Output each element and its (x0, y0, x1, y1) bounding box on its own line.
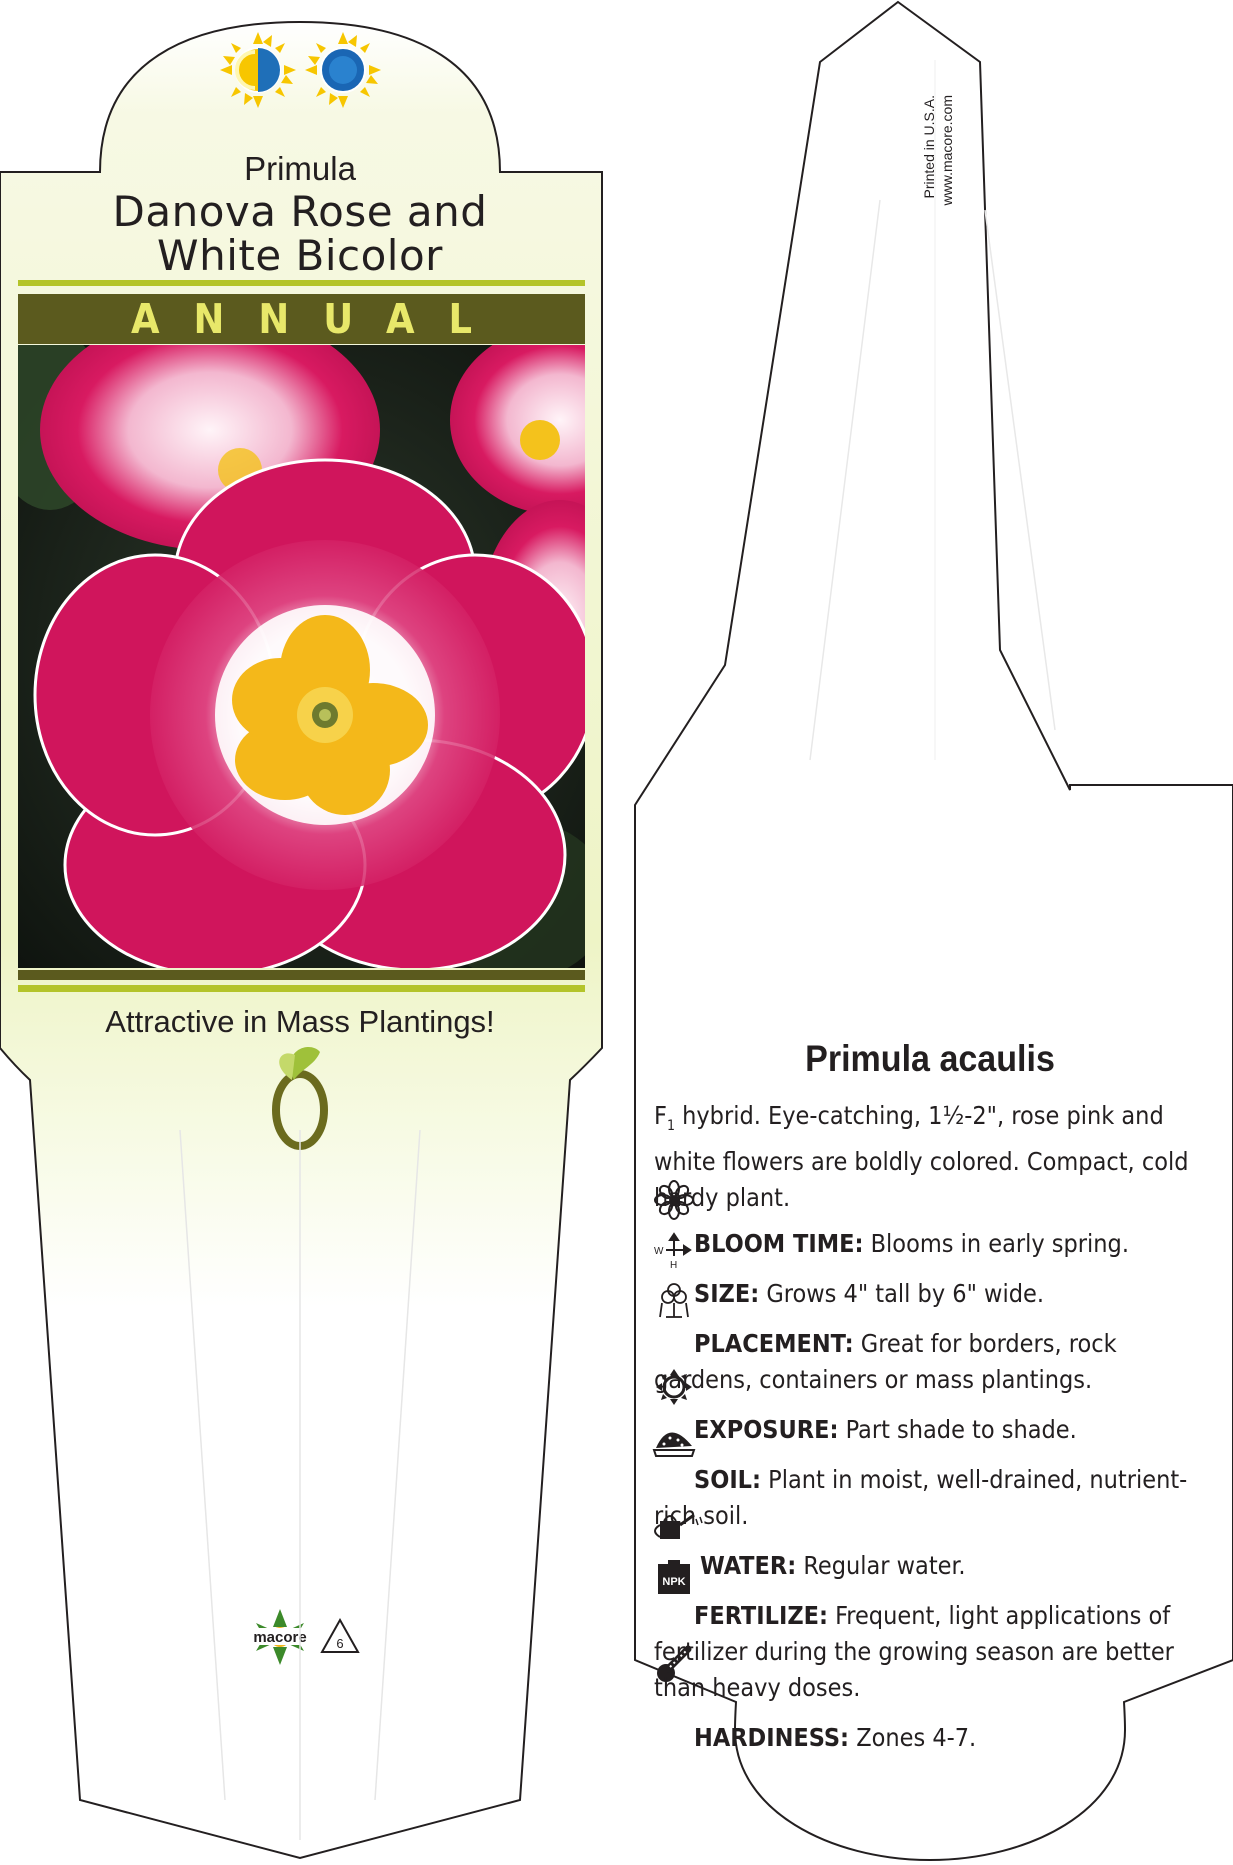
water-label: WATER: (700, 1551, 797, 1580)
water-text: Regular water. (796, 1551, 966, 1580)
front-variety-name (20, 187, 580, 280)
svg-text:H: H (670, 1260, 678, 1271)
recycle-code: 6 (336, 1636, 344, 1651)
variety-line-1: Danova Rose and (112, 187, 488, 236)
size-text: Grows 4" tall by 6" wide. (759, 1279, 1044, 1308)
fertilize-section (654, 1598, 1214, 1706)
hardiness-text: Zones 4-7. (849, 1723, 977, 1752)
fertilize-text: Frequent, light applications of fertilizer during the growing season are better than heavy doses. (654, 1601, 1174, 1702)
bloom-time-section (654, 1226, 1214, 1262)
svg-text:W: W (654, 1246, 664, 1257)
soil-section (654, 1462, 1214, 1534)
shade-icon (305, 32, 381, 108)
svg-text:NPK: NPK (662, 1576, 686, 1588)
intro-sub: 1 (666, 1118, 675, 1134)
bloom-time-text: Blooms in early spring. (863, 1229, 1129, 1258)
intro-text: hybrid. Eye-catching, 1½-2", rose pink and white flowers are boldly colored. Compact, cold hardy plant. (654, 1101, 1189, 1212)
hardiness-label: HARDINESS: (694, 1723, 850, 1752)
part-sun-icon (220, 32, 296, 108)
flower-photo (0, 310, 670, 980)
intro-paragraph (654, 1098, 1214, 1216)
svg-text:macore: macore (253, 1629, 307, 1646)
back-description (654, 1098, 1214, 1770)
water-section (654, 1548, 1214, 1584)
size-label: SIZE: (694, 1279, 760, 1308)
intro-prefix: F (654, 1101, 667, 1130)
front-tagline: Attractive in Mass Plantings! (105, 1004, 495, 1039)
annual-label: ANNUAL (130, 295, 507, 343)
size-section (654, 1276, 1214, 1312)
bloom-time-label: BLOOM TIME: (694, 1229, 864, 1258)
placement-label: PLACEMENT: (694, 1329, 854, 1358)
soil-label: SOIL: (694, 1465, 762, 1494)
printed-notice (920, 95, 956, 235)
printed-line-1: Printed in U.S.A. (921, 95, 937, 199)
exposure-section (654, 1412, 1214, 1448)
hardiness-section (654, 1720, 1214, 1756)
exposure-text: Part shade to shade. (838, 1415, 1077, 1444)
printed-line-2: www.macore.com (939, 95, 955, 206)
fertilize-label: FERTILIZE: (694, 1601, 829, 1630)
exposure-label: EXPOSURE: (694, 1415, 839, 1444)
placement-text: Great for borders, rock gardens, containers or mass plantings. (654, 1329, 1117, 1394)
back-title: Primula acaulis (805, 1038, 1055, 1079)
variety-line-2: White Bicolor (157, 231, 443, 280)
front-genus: Primula (244, 150, 356, 187)
placement-section (654, 1326, 1214, 1398)
soil-text: Plant in moist, well-drained, nutrient-rich soil. (654, 1465, 1188, 1530)
